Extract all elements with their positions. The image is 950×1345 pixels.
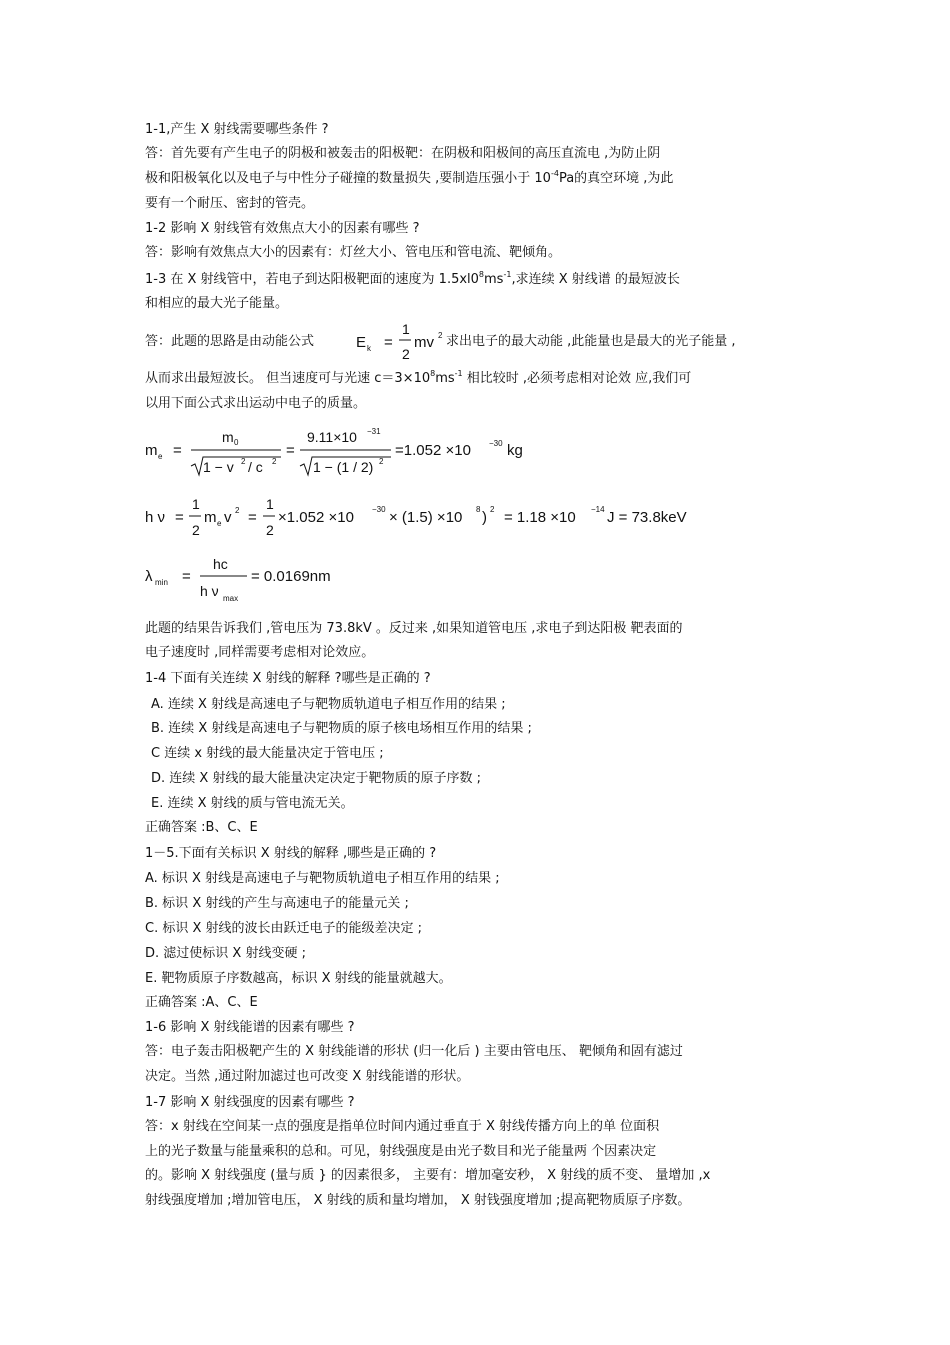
svg-text:8: 8 <box>476 505 481 514</box>
svg-text:h ν: h ν <box>200 583 219 599</box>
svg-text:2: 2 <box>490 505 495 514</box>
answer-1-1-line-1: 答：首先要有产生电子的阴极和被轰击的阳极靶：在阴极和阳极间的高压直流电 ,为防止阴 <box>145 146 661 161</box>
photon-energy-formula <box>145 490 725 550</box>
question-1-4-option-c: C 连续 x 射线的最大能量决定于管电压 ; <box>151 746 384 761</box>
answer-1-3-line-3: 以用下面公式求出运动中电子的质量。 <box>145 396 367 411</box>
svg-text:2: 2 <box>272 457 277 466</box>
svg-text:= 0.0169nm: = 0.0169nm <box>251 568 331 585</box>
svg-text:/ c: / c <box>248 459 263 475</box>
answer-1-2: 答：影响有效焦点大小的因素有：灯丝大小、管电压和管电流、靶倾角。 <box>145 245 562 260</box>
svg-text:0: 0 <box>234 438 239 447</box>
svg-text:h ν: h ν <box>145 509 166 526</box>
svg-text:1: 1 <box>192 496 200 512</box>
question-1-5-title: 1－5.下面有关标识 X 射线的解释 ,哪些是正确的 ? <box>145 846 437 861</box>
question-1-5-option-a: A. 标识 X 射线是高速电子与靶物质轨道电子相互作用的结果 ; <box>145 871 500 886</box>
svg-text:2: 2 <box>379 457 384 466</box>
answer-1-1-line-3: 要有一个耐压、密封的管壳。 <box>145 196 315 211</box>
question-1-5-option-e: E. 靶物质原子序数越高，标识 X 射线的能量就越大。 <box>145 971 452 986</box>
svg-text:2: 2 <box>235 506 240 515</box>
svg-text:): ) <box>482 509 487 526</box>
min-wavelength-formula <box>145 553 385 611</box>
svg-text:λ: λ <box>145 568 153 585</box>
question-1-4-option-b: B. 连续 X 射线是高速电子与靶物质的原子核电场相互作用的结果 ; <box>151 721 532 736</box>
answer-1-3-line-2: 从而求出最短波长。 但当速度可与光速 $c=3\times 10^8ms^{-1}$ 相比较时 ,必须考虑相对论效 应,我们可 <box>145 369 692 386</box>
question-1-7-title: 1-7 影响 X 射线强度的因素有哪些 ? <box>145 1095 355 1110</box>
answer-1-3-conclusion-1: 此题的结果告诉我们 ,管电压为 73.8kV 。反过来 ,如果知道管电压 ,求电子到达阳极 靶表面的 <box>145 621 683 636</box>
question-1-5-option-b: B. 标识 X 射线的产生与高速电子的能量元关 ; <box>145 896 409 911</box>
question-1-4-answer: 正确答案 :B、C、E <box>145 820 258 835</box>
svg-text:2: 2 <box>241 457 246 466</box>
svg-text:e: e <box>158 452 163 461</box>
question-1-4-option-d: D. 连续 X 射线的最大能量决定决定于靶物质的原子序数 ; <box>151 771 481 786</box>
question-1-3-line-1: 1-3 在 X 射线管中，若电子到达阳极靶面的速度为 $1.5xl0^8ms^{-1}$,求连续 X 射线谱 的最短波长 <box>145 270 680 287</box>
svg-text:1: 1 <box>402 321 410 337</box>
svg-text:=1.052 ×10: =1.052 ×10 <box>395 442 471 459</box>
svg-text:×1.052 ×10: ×1.052 ×10 <box>278 509 354 526</box>
svg-text:m: m <box>222 429 234 445</box>
answer-1-3-line-1-suffix: 求出电子的最大动能 ,此能量也是最大的光子能量 , <box>446 334 736 349</box>
svg-text:m: m <box>204 509 217 526</box>
answer-1-7-line-1: 答：x 射线在空间某一点的强度是指单位时间内通过垂直于 X 射线传播方向上的单 位面积 <box>145 1119 660 1134</box>
answer-1-3-conclusion-2: 电子速度时 ,同样需要考虑相对论效应。 <box>145 645 375 660</box>
kinetic-energy-formula <box>352 319 452 371</box>
svg-text:kg: kg <box>507 442 523 459</box>
answer-1-1-line-2: 极和阳极氧化以及电子与中性分子碰撞的数量损失 ,要制造压强小于 $10^{-4}Pa$的真空环境 ,为此 <box>145 169 674 186</box>
svg-text:1: 1 <box>266 496 274 512</box>
question-1-5-option-d: D. 滤过使标识 X 射线变硬 ; <box>145 946 306 961</box>
svg-text:=: = <box>182 568 191 585</box>
relativistic-mass-formula <box>145 424 565 484</box>
answer-1-7-line-3: 的。影响 X 射线强度 (量与质 } 的因素很多， 主要有：增加毫安秒， X 射线的质不变、 量增加 ,x <box>145 1168 711 1183</box>
svg-text:−30: −30 <box>372 505 386 514</box>
svg-text:e: e <box>217 519 222 528</box>
answer-1-3-line-1-prefix: 答：此题的思路是由动能公式 <box>145 334 315 349</box>
question-1-3-line-2: 和相应的最大光子能量。 <box>145 296 289 311</box>
svg-text:m: m <box>145 442 158 459</box>
question-1-2-title: 1-2 影响 X 射线管有效焦点大小的因素有哪些 ? <box>145 221 420 236</box>
svg-text:−14: −14 <box>591 505 605 514</box>
question-1-1-title: 1-1,产生 X 射线需要哪些条件 ? <box>145 122 329 137</box>
svg-text:v: v <box>224 509 232 526</box>
svg-text:=: = <box>248 509 257 526</box>
answer-1-6-line-1: 答：电子轰击阳极靶产生的 X 射线能谱的形状 (归一化后 ) 主要由管电压、 靶倾角和固有滤过 <box>145 1044 683 1059</box>
svg-text:=: = <box>384 334 393 351</box>
svg-text:max: max <box>223 594 239 603</box>
question-1-6-title: 1-6 影响 X 射线能谱的因素有哪些 ? <box>145 1020 355 1035</box>
svg-text:= 1.18 ×10: = 1.18 ×10 <box>504 509 576 526</box>
answer-1-7-line-2: 上的光子数量与能量乘积的总和。可见，射线强度是由光子数目和光子能量两 个因素决定 <box>145 1144 657 1159</box>
svg-text:1 − v: 1 − v <box>203 459 234 475</box>
question-1-4-title: 1-4 下面有关连续 X 射线的解释 ?哪些是正确的 ? <box>145 671 431 686</box>
svg-text:J = 73.8keV: J = 73.8keV <box>607 509 687 526</box>
svg-text:−31: −31 <box>367 427 381 436</box>
svg-text:k: k <box>367 344 371 353</box>
svg-text:min: min <box>155 578 168 587</box>
svg-text:9.11×10: 9.11×10 <box>307 429 357 445</box>
question-1-5-option-c: C. 标识 X 射线的波长由跃迁电子的能级差决定 ; <box>145 921 423 936</box>
svg-text:× (1.5) ×10: × (1.5) ×10 <box>389 509 463 526</box>
svg-text:2: 2 <box>266 522 274 538</box>
svg-text:mv: mv <box>414 334 434 351</box>
question-1-5-answer: 正确答案 :A、C、E <box>145 995 258 1010</box>
question-1-4-option-e: E. 连续 X 射线的质与管电流无关。 <box>151 796 354 811</box>
svg-text:−30: −30 <box>489 439 503 448</box>
svg-text:E: E <box>356 334 367 351</box>
answer-1-7-line-4: 射线强度增加 ;增加管电压， X 射线的质和量均增加， X 射钱强度增加 ;提高靶物质原子序数。 <box>145 1193 691 1208</box>
svg-text:2: 2 <box>192 522 200 538</box>
svg-text:2: 2 <box>438 331 443 340</box>
svg-text:=: = <box>173 442 182 459</box>
svg-text:=: = <box>286 442 295 459</box>
answer-1-6-line-2: 决定。当然 ,通过附加滤过也可改变 X 射线能谱的形状。 <box>145 1069 470 1084</box>
svg-text:2: 2 <box>402 346 410 362</box>
svg-text:=: = <box>175 509 184 526</box>
svg-text:1 − (1 / 2): 1 − (1 / 2) <box>313 459 374 475</box>
svg-text:hc: hc <box>213 556 228 572</box>
question-1-4-option-a: A. 连续 X 射线是高速电子与靶物质轨道电子相互作用的结果 ; <box>151 697 506 712</box>
